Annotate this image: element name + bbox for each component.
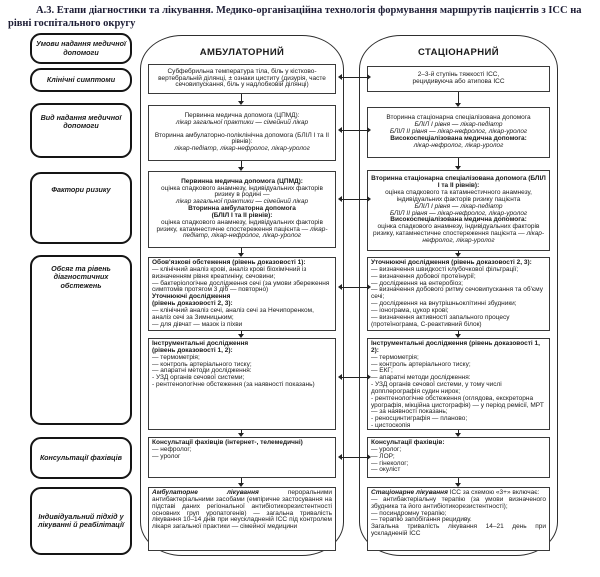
stat-box-consultations: Консультації фахівців: — уролог; — ЛОР; — гінеколог; — окуліст <box>367 437 550 478</box>
column-header-ambulatory: АМБУЛАТОРНИЙ <box>199 47 285 58</box>
label-care-conditions: Умови надання медичної допомоги <box>30 33 132 64</box>
amb-box-treatment: Амбулаторне лікування пероральними антибактеріальними засобами (емпіричне застосування на підставі даних регіональної антибіотикорезистентності основних груп уропатогенів) — загальна тривалість лікування 10–14 днів при неускладненій ІСС під контролем лікаря загальної практики — сімейної медицини <box>148 487 336 551</box>
label-risk-factors: Фактори ризику <box>30 172 132 244</box>
down-arrow <box>241 430 242 433</box>
down-arrow <box>241 248 242 253</box>
amb-box-risk-factors: Первинна медична допомога (ЦПМД): оцінка спадкового анамнезу, індивідуальних факторів ризику в родині — лікар загальної практики — сімейний лікар Вторинна амбулаторна допомога (БЛІЛ І та ІІ рівнів): оцінка спадкового анамнезу, індивідуальних факторів ризику, катамнестичне спостереження пацієнта — лікар-педіатр, лікар-нефролог, лікар-уролог <box>148 171 336 248</box>
down-arrow <box>241 94 242 101</box>
down-arrow <box>241 478 242 483</box>
amb-box-instrumental-examinations: Інструментальні дослідження (рівень доказовості 1, 2): — термометрія; — контроль артеріального тиску; — апаратні методи дослідження: - УЗД органів сечової системи; - рентгенологічне обстеження (за наявності показань) <box>148 338 336 430</box>
bidirectional-arrow <box>342 77 367 78</box>
label-specialist-consultations: Консультації фахівців <box>30 437 132 479</box>
bidirectional-arrow <box>342 287 367 288</box>
amb-box-consultations: Консультації фахівців (інтернет-, телемедичні) — нефролог; — уролог <box>148 437 336 478</box>
down-arrow <box>241 161 242 167</box>
label-individual-approach: Індивідуальний підхід у лікуванні й реабілітації <box>30 487 132 555</box>
stat-box-clarifying-examinations: Уточнюючі дослідження (рівень доказовості 2, 3): — визначення швидкості клубочкової фільтрації; — визначення добової протеїнурії; — дослідження на ентеробіоз; — визначення добового ритму сечовипускання та об'єму сечі; — дослідження на внутрішньоклітинні збудники; — іонограма, цукор крові; — визначення активності запального процесу (протеїнограма, С-реактивний білок) <box>367 257 550 331</box>
down-arrow <box>458 430 459 433</box>
bidirectional-arrow <box>342 199 367 200</box>
down-arrow <box>458 92 459 103</box>
down-arrow <box>458 158 459 166</box>
stat-box-severity: 2–3-й ступінь тяжкості ІСС, рецидивуюча або атипова ІСС <box>367 66 550 92</box>
down-arrow <box>458 478 459 483</box>
label-clinical-symptoms: Клінічні симптоми <box>30 68 132 92</box>
bidirectional-arrow <box>342 130 367 131</box>
label-care-type: Вид надання медичної допомоги <box>30 103 132 158</box>
stat-box-treatment: Стаціонарне лікування ІСС за схемою «3+» включає: — антибактеріальну терапію (за умови визначеного збудника та його антибіотикорезистентності); — посиндромну терапію; — терапію запобігання рецидиву. Загальна тривалість лікування 14–21 день при ускладненій ІСС <box>367 487 550 551</box>
stat-box-care-levels: Вторинна стаціонарна спеціалізована допомога БЛІЛ І рівня — лікар-педіатр БЛІЛ ІІ рівня — лікар-нефролог, лікар-уролог Високоспеціалізована медична допомога: лікар-нефролог, лікар-уролог <box>367 107 550 158</box>
label-diagnostic-scope: Обсяг та рівень діагностичних обстежень <box>30 255 132 425</box>
down-arrow <box>458 331 459 334</box>
bidirectional-arrow <box>342 377 367 378</box>
amb-box-mandatory-examinations: Обов'язкові обстеження (рівень доказовості 1): — клінічний аналіз крові, аналіз крові біохімічний із визначенням рівня креатиніну, сечовини; — бактеріологічне дослідження сечі (за умови збереження симптомів протягом 3 діб — повторно) Уточнюючі дослідження (рівень доказовості 2, 3): — клінічний аналіз сечі, аналіз сечі за Нечипоренком, аналіз сечі за Зимницьким; — для дівчат — мазок із піхви <box>148 257 336 331</box>
stat-box-instrumental-examinations: Інструментальні дослідження (рівень доказовості 1, 2): — термометрія; — контроль артеріального тиску; — ЕКГ; — апаратні методи дослідження: - УЗД органів сечової системи, у тому числі допплерографія судин нирок; - рентгенологічне обстеження (оглядова, екскреторна урографія, мікційна цистографія) — у період ремісії, МРТ — за наявності показань; - реносцинтиграфія — планово; - цистоскопія <box>367 338 550 430</box>
down-arrow <box>458 251 459 253</box>
page-title: А.3. Етапи діагностики та лікування. Медико-організаційна технологія формування маршрутів пацієнтів з ІСС на рівні госпітального округу <box>8 5 582 29</box>
amb-box-care-levels: Первинна медична допомога (ЦПМД): лікар загальної практики — сімейний лікар Вторинна амбулаторно-поліклінічна допомога (БЛІЛ І та ІІ рівнів): лікар-педіатр, лікар-нефролог, лікар-уролог <box>148 105 336 161</box>
amb-box-symptoms: Субфебрильна температура тіла, біль у кістково-вертебральній ділянці, ± ознаки циститу (дизурія, часте сечовипускання, біль у надлобковій ділянці) <box>148 64 336 94</box>
down-arrow <box>241 331 242 334</box>
column-header-stationary: СТАЦІОНАРНИЙ <box>417 47 500 58</box>
bidirectional-arrow <box>342 457 367 458</box>
stat-box-risk-factors: Вторинна стаціонарна спеціалізована допомога (БЛІЛ І та ІІ рівнів): оцінка спадкового та катамнестичного анамнезу, індивідуальних факторів ризику пацієнта БЛІЛ І рівня — лікар-педіатр БЛІЛ ІІ рівня — лікар-нефролог, лікар-уролог Високоспеціалізована медична допомога: оцінка спадкового анамнезу, індивідуальних факторів ризику, катамнестичне спостереження пацієнта — лікар-нефролог, лікар-уролог <box>367 170 550 251</box>
